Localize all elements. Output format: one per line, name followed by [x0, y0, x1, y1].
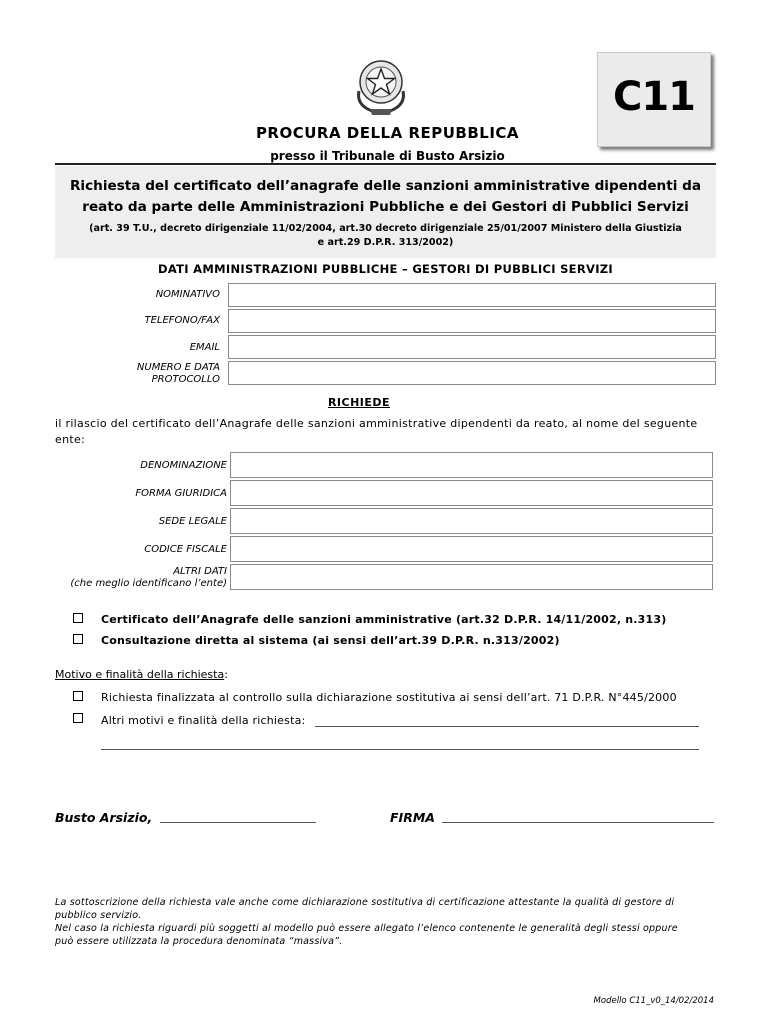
office-subtitle: presso il Tribunale di Busto Arsizio [270, 149, 505, 163]
numero-data-protocollo-label-line1: NUMERO E DATA [136, 362, 220, 373]
form-code: C11 [612, 74, 696, 120]
motivo-heading-wrap [55, 668, 228, 681]
richiede-text-line2: ente: [55, 433, 86, 446]
codice-fiscale-field[interactable] [230, 536, 713, 562]
place-label: Busto Arsizio, [55, 810, 153, 825]
controllo-checkbox[interactable] [73, 691, 83, 701]
altri-dati-field[interactable] [230, 564, 713, 590]
motivo-heading-colon: : [224, 668, 228, 681]
numero-data-protocollo-label [60, 362, 220, 386]
footer-note-line1: La sottoscrizione della richiesta vale anche come dichiarazione sostitutiva di certificazione attestante la qualità di gestore di [55, 897, 675, 908]
certificato-option-label: Certificato dell’Anagrafe delle sanzioni amministrative (art.32 D.P.R. 14/11/2002, n.313) [101, 613, 667, 626]
altri-dati-label [40, 566, 227, 590]
altri-dati-label-line1: ALTRI DATI [173, 566, 227, 577]
legal-reference [55, 222, 716, 250]
legal-reference-line2: e art.29 D.P.R. 313/2002) [317, 237, 454, 248]
richiede-heading: RICHIEDE [327, 396, 391, 409]
header-divider [55, 163, 716, 165]
date-line[interactable] [160, 822, 316, 823]
request-title-line2: reato da parte delle Amministrazioni Pubbliche e dei Gestori di Pubblici Servizi [82, 199, 689, 215]
denominazione-label: DENOMINAZIONE [140, 460, 227, 471]
footer-note-line3: Nel caso la richiesta riguardi più soggetti al modello può essere allegato l’elenco contenente le generalità degli stessi oppure [55, 923, 678, 934]
nominativo-label: NOMINATIVO [155, 289, 220, 300]
altri-dati-label-line2: (che meglio identificano l’ente) [70, 578, 227, 589]
email-label: EMAIL [189, 342, 220, 353]
model-version: Modello C11_v0_14/02/2014 [593, 996, 714, 1006]
request-title [55, 176, 716, 218]
certificato-checkbox[interactable] [73, 613, 83, 623]
nominativo-field[interactable] [228, 283, 716, 307]
signature-label: FIRMA [390, 810, 435, 825]
consultazione-option-label: Consultazione diretta al sistema (ai sensi dell’art.39 D.P.R. n.313/2002) [101, 634, 560, 647]
consultazione-checkbox[interactable] [73, 634, 83, 644]
altri-motivi-line[interactable] [315, 726, 699, 727]
altri-motivi-line-2[interactable] [101, 749, 699, 750]
email-field[interactable] [228, 335, 716, 359]
altri-motivi-option-label: Altri motivi e finalità della richiesta: [101, 714, 306, 727]
footer-note-line2: pubblico servizio. [55, 910, 142, 921]
forma-giuridica-field[interactable] [230, 480, 713, 506]
form-code-box [597, 52, 711, 147]
footer-note [55, 896, 717, 948]
request-title-line1: Richiesta del certificato dell’anagrafe delle sanzioni amministrative dipendenti da [69, 178, 702, 194]
controllo-option-label: Richiesta finalizzata al controllo sulla dichiarazione sostitutiva ai sensi dell’art. 71 D.P.R. N°445/2000 [101, 691, 677, 704]
motivo-heading: Motivo e finalità della richiesta [55, 668, 225, 681]
forma-giuridica-label: FORMA GIURIDICA [135, 488, 227, 499]
telefono-fax-label: TELEFONO/FAX [144, 315, 220, 326]
richiede-text [55, 416, 715, 448]
italian-republic-emblem-icon [350, 55, 412, 117]
legal-reference-line1: (art. 39 T.U., decreto dirigenziale 11/02/2004, art.30 decreto dirigenziale 25/01/2007 Ministero della Giustizia [89, 223, 682, 234]
sede-legale-field[interactable] [230, 508, 713, 534]
codice-fiscale-label: CODICE FISCALE [144, 544, 227, 555]
richiede-text-line1: il rilascio del certificato dell’Anagrafe delle sanzioni amministrative dipendenti da reato, al nome del seguente [55, 417, 698, 430]
altri-motivi-checkbox[interactable] [73, 713, 83, 723]
sede-legale-label: SEDE LEGALE [158, 516, 227, 527]
signature-line[interactable] [442, 822, 714, 823]
office-title: PROCURA DELLA REPUBBLICA [255, 124, 520, 142]
section-title-admin-data: DATI AMMINISTRAZIONI PUBBLICHE – GESTORI DI PUBBLICI SERVIZI [158, 262, 613, 276]
numero-data-protocollo-label-line2: PROTOCOLLO [151, 374, 220, 385]
footer-note-line4: può essere utilizzata la procedura denominata “massiva”. [55, 936, 343, 947]
telefono-fax-field[interactable] [228, 309, 716, 333]
denominazione-field[interactable] [230, 452, 713, 478]
numero-data-protocollo-field[interactable] [228, 361, 716, 385]
